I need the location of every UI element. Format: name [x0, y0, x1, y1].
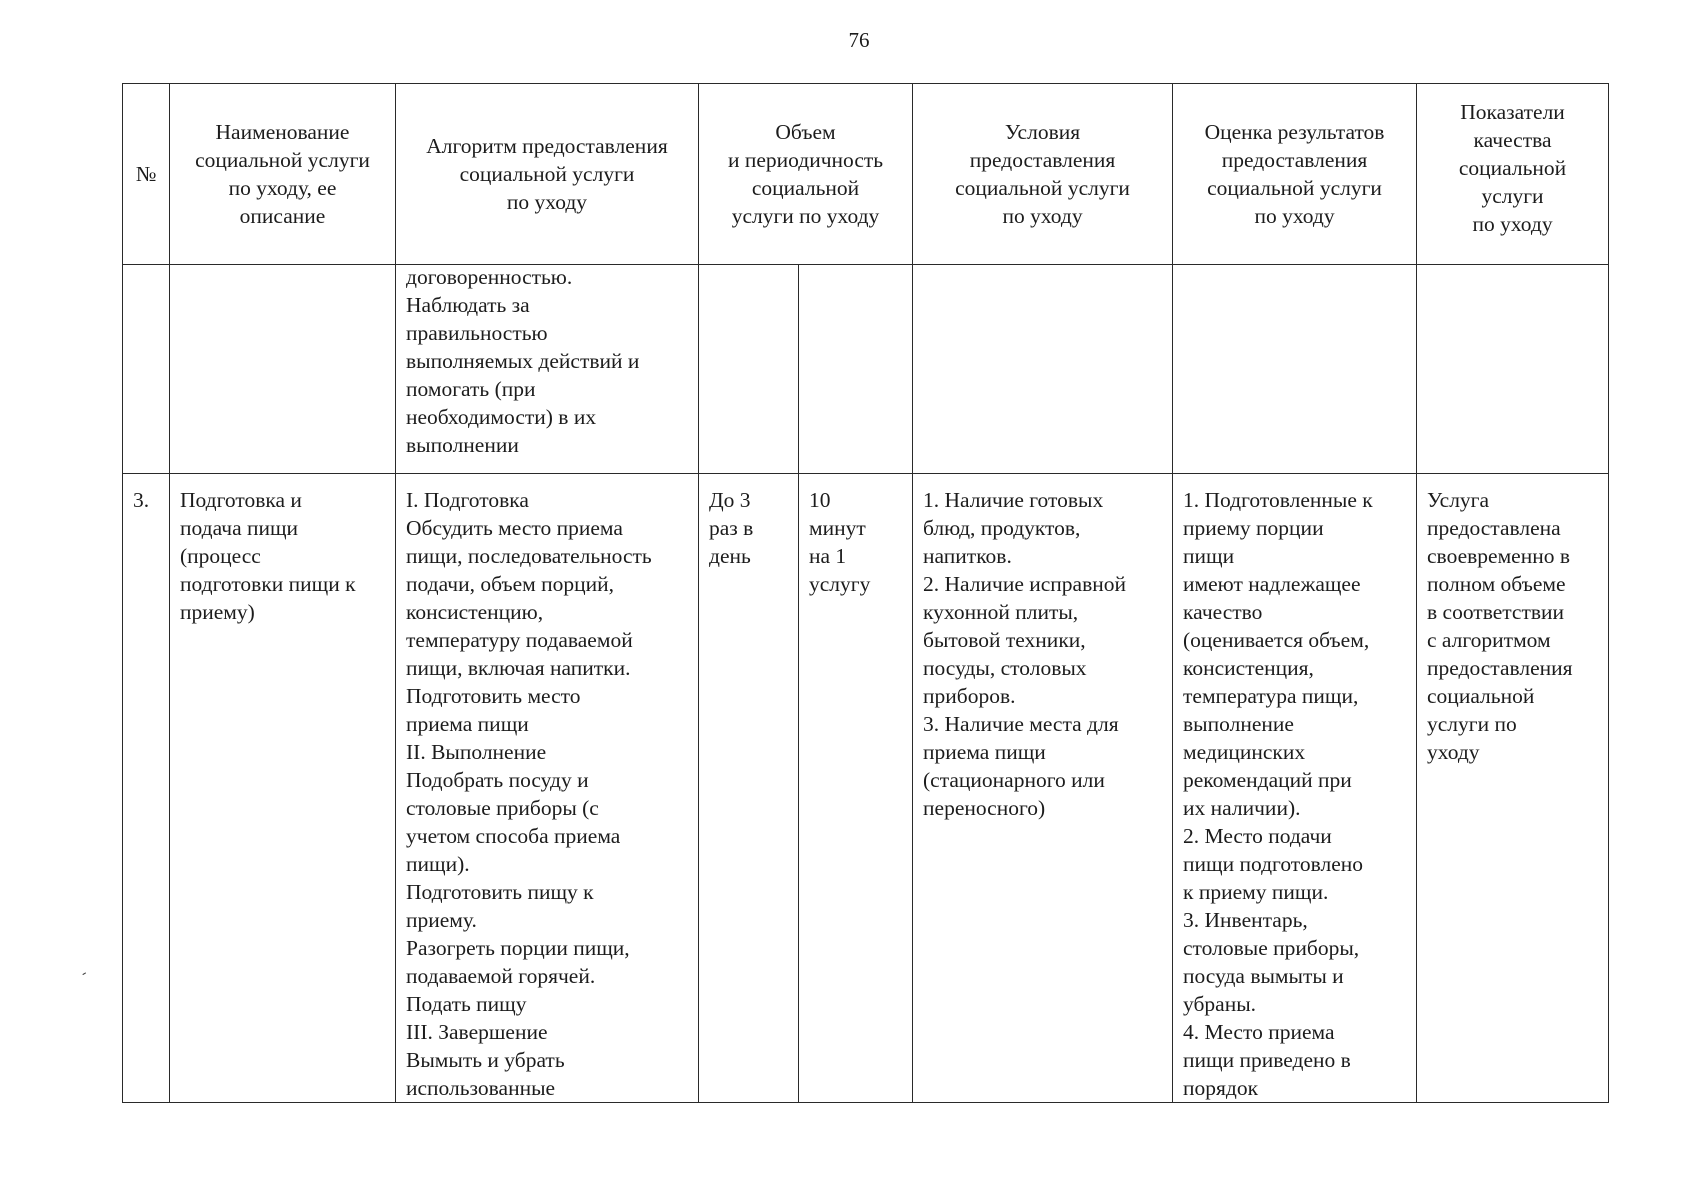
row-name-cell — [170, 474, 396, 1103]
row-duration: 10 минут на 1 услугу — [809, 488, 871, 596]
header-num-label: № — [135, 162, 157, 186]
row-evaluation: 1. Подготовленные к приему порции пищи имеют надлежащее качество (оценивается объем, консистенция, температура пищи, выполнение медицинских рекомендаций при их наличии). 2. Место подачи пищи подготовлено к приему пищи. 3. Инвентарь, столовые приборы, посуда вымыты и убраны. 4. Место приема пищи приведено в порядок — [1183, 488, 1373, 1100]
cont-frequency-cell — [699, 265, 799, 474]
header-name — [170, 84, 396, 265]
cont-num-cell — [123, 265, 170, 474]
cont-algorithm-cell — [396, 265, 699, 474]
header-quality — [1417, 84, 1609, 265]
page-number: 76 — [848, 28, 870, 52]
header-num — [123, 84, 170, 265]
scan-mark: - — [78, 965, 90, 982]
row-algorithm: I. Подготовка Обсудить место приема пищи, последовательность подачи, объем порций, консистенцию, температуру подаваемой пищи, включая напитки. Подготовить место приема пищи II. Выполнение Подобрать посуду и столовые приборы (с учетом способа приема пищи). Подготовить пищу к приему. Разогреть порции пищи, подаваемой горячей. Подать пищу III. Завершение Вымыть и убрать использованные — [406, 488, 652, 1100]
header-conditions-label: Условия предоставления социальной услуги по уходу — [955, 120, 1130, 228]
header-name-label: Наименование социальной услуги по уходу, ее описание — [195, 120, 370, 228]
header-algorithm-label: Алгоритм предоставления социальной услуги по уходу — [426, 134, 668, 214]
table-row — [123, 474, 1609, 1103]
row-frequency-cell — [699, 474, 799, 1103]
row-evaluation-cell — [1173, 474, 1417, 1103]
row-conditions: 1. Наличие готовых блюд, продуктов, напитков. 2. Наличие исправной кухонной плиты, бытовой техники, посуды, столовых приборов. 3. Наличие места для приема пищи (стационарного или переносного) — [923, 488, 1127, 820]
header-algorithm — [396, 84, 699, 265]
cont-evaluation-cell — [1173, 265, 1417, 474]
row-num-cell — [123, 474, 170, 1103]
row-algorithm-cell — [396, 474, 699, 1103]
row-frequency: До 3 раз в день — [709, 488, 754, 568]
row-name: Подготовка и подача пищи (процесс подготовки пищи к приему) — [180, 488, 356, 624]
row-quality-cell — [1417, 474, 1609, 1103]
cont-name-cell — [170, 265, 396, 474]
header-evaluation — [1173, 84, 1417, 265]
row-conditions-cell — [913, 474, 1173, 1103]
social-services-table — [122, 83, 1609, 1103]
cont-duration-cell — [799, 265, 913, 474]
cont-conditions-cell — [913, 265, 1173, 474]
cont-algorithm-text: договоренностью. Наблюдать за правильностью выполняемых действий и помогать (при необходимости) в их выполнении — [406, 265, 640, 457]
header-volume-label: Объем и периодичность социальной услуги по уходу — [727, 120, 884, 228]
header-volume — [699, 84, 913, 265]
table-header-row — [123, 84, 1609, 265]
row-duration-cell — [799, 474, 913, 1103]
header-evaluation-label: Оценка результатов предоставления социальной услуги по уходу — [1204, 120, 1385, 228]
row-quality: Услуга предоставлена своевременно в полном объеме в соответствии с алгоритмом предоставления социальной услуги по уходу — [1427, 488, 1573, 764]
table-row — [123, 265, 1609, 474]
header-conditions — [913, 84, 1173, 265]
row-num: 3. — [133, 488, 150, 512]
cont-quality-cell — [1417, 265, 1609, 474]
header-quality-label: Показатели качества социальной услуги по уходу — [1458, 100, 1567, 236]
